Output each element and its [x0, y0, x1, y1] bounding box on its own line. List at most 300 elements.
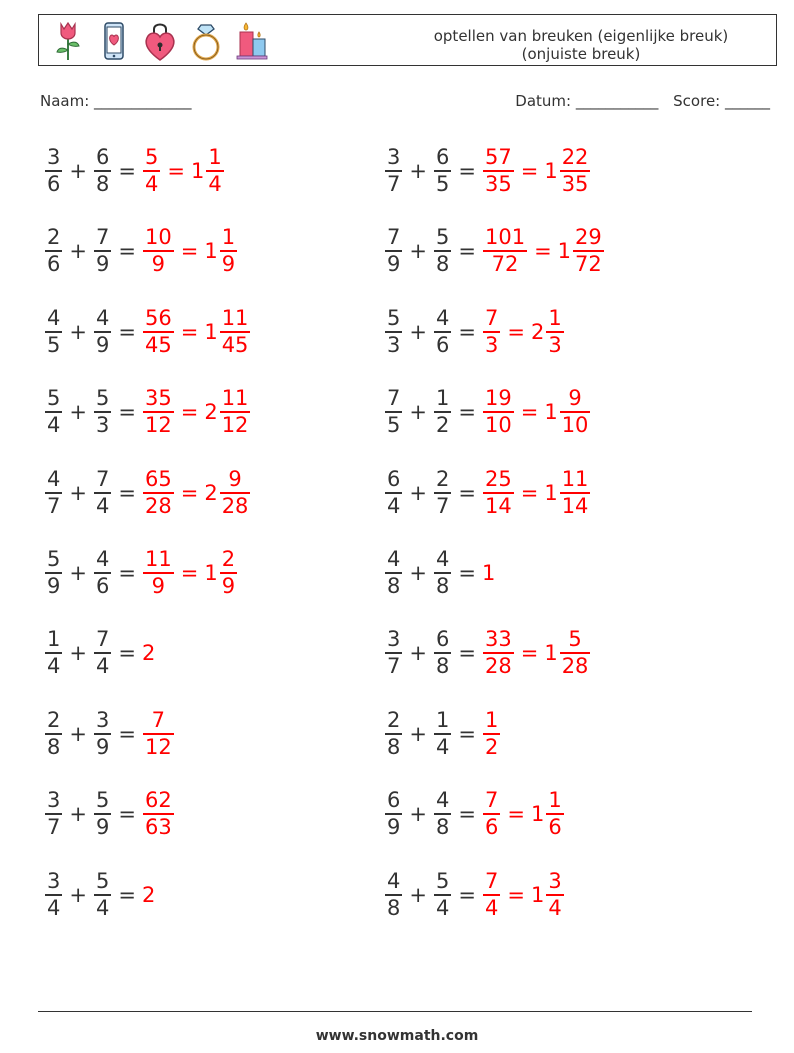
- denominator: 6: [47, 252, 61, 277]
- fraction: [483, 146, 514, 196]
- problem-item: [384, 543, 495, 603]
- fraction: [483, 387, 514, 437]
- numerator: 11: [144, 547, 172, 571]
- answer: [482, 468, 591, 518]
- fraction: [483, 468, 514, 518]
- denominator: 8: [95, 172, 110, 196]
- numerator: 5: [568, 627, 582, 652]
- answer-whole: 2: [141, 641, 156, 666]
- footer-divider: [38, 1011, 752, 1012]
- numerator: 56: [144, 305, 172, 330]
- problem-item: [44, 141, 225, 201]
- fraction: [483, 789, 500, 839]
- addend-fraction: [434, 789, 451, 839]
- denominator: 63: [144, 815, 172, 840]
- denominator: 8: [387, 895, 401, 920]
- numerator: 5: [47, 547, 61, 571]
- fraction: [143, 709, 174, 759]
- equals-sign: =: [118, 159, 136, 183]
- denominator: 5: [435, 172, 450, 196]
- denominator: 7: [387, 172, 401, 196]
- numerator: 1: [548, 788, 562, 813]
- numerator: 62: [144, 788, 172, 813]
- plus-sign: +: [69, 319, 87, 344]
- fraction: [546, 870, 563, 920]
- numerator: 57: [484, 145, 512, 169]
- numerator: 5: [95, 788, 110, 813]
- addend-fraction: [45, 709, 62, 759]
- numerator: 2: [47, 225, 61, 250]
- addend-fraction: [94, 146, 111, 196]
- fraction: [220, 387, 251, 437]
- numerator: 2: [387, 707, 401, 732]
- addend-fraction: [434, 226, 451, 276]
- denominator: 7: [435, 493, 450, 518]
- equals-sign: =: [118, 400, 136, 425]
- equals-sign: =: [458, 159, 476, 183]
- numerator: 1: [548, 305, 562, 330]
- denominator: 35: [561, 172, 589, 196]
- addend-fraction: [385, 226, 402, 276]
- phone-heart-icon: [95, 20, 133, 62]
- addend-fraction: [385, 468, 402, 518]
- denominator: 28: [144, 493, 172, 518]
- numerator: 9: [568, 386, 582, 411]
- addend-fraction: [385, 709, 402, 759]
- addend-fraction: [434, 387, 451, 437]
- denominator: 9: [387, 252, 401, 277]
- plus-sign: +: [69, 802, 87, 827]
- name-field: Naam: _____________: [40, 92, 192, 110]
- denominator: 8: [387, 734, 401, 759]
- mixed-whole: 1: [544, 159, 558, 183]
- footer-url: www.snowmath.com: [315, 1028, 479, 1044]
- equals-sign: =: [458, 480, 476, 505]
- equals-sign: =: [458, 802, 476, 827]
- addend-fraction: [45, 146, 62, 196]
- denominator: 9: [387, 815, 401, 840]
- numerator: 5: [47, 386, 61, 411]
- problem-item: [44, 221, 238, 281]
- problem-item: [384, 463, 591, 523]
- denominator: 45: [144, 332, 172, 357]
- answer: [142, 641, 155, 665]
- addend-fraction: [45, 387, 62, 437]
- denominator: 35: [484, 172, 512, 196]
- numerator: 1: [435, 386, 450, 411]
- denominator: 8: [435, 654, 450, 679]
- addend-fraction: [94, 789, 111, 839]
- denominator: 9: [95, 734, 110, 759]
- problem-item: [384, 865, 565, 925]
- fraction: [143, 226, 174, 276]
- equals-sign: =: [118, 480, 136, 505]
- numerator: 4: [95, 547, 110, 571]
- addend-fraction: [94, 628, 111, 678]
- answer: [142, 709, 175, 759]
- answer: [482, 709, 501, 759]
- denominator: 6: [435, 332, 450, 357]
- numerator: 6: [387, 788, 401, 813]
- fraction: [220, 468, 251, 518]
- numerator: 5: [95, 386, 110, 411]
- answer: [142, 146, 225, 196]
- denominator: 4: [548, 895, 562, 920]
- numerator: 7: [95, 627, 110, 652]
- denominator: 12: [221, 413, 249, 438]
- numerator: 3: [95, 707, 110, 732]
- denominator: 3: [95, 413, 110, 438]
- plus-sign: +: [409, 400, 427, 425]
- addend-fraction: [94, 387, 111, 437]
- equals-sign: =: [520, 641, 539, 666]
- equals-sign: =: [180, 400, 199, 425]
- answer: [142, 226, 238, 276]
- addend-fraction: [45, 307, 62, 357]
- equals-sign: =: [534, 239, 552, 264]
- numerator: 29: [575, 225, 602, 250]
- denominator: 4: [47, 413, 61, 438]
- mixed-whole: 1: [204, 561, 218, 585]
- numerator: 5: [387, 305, 401, 330]
- equals-sign: =: [458, 641, 476, 666]
- numerator: 1: [221, 225, 236, 250]
- denominator: 5: [47, 332, 61, 357]
- plus-sign: +: [409, 882, 427, 907]
- answer: [482, 307, 565, 357]
- mixed-whole: 1: [204, 319, 218, 344]
- answer: [482, 789, 565, 839]
- plus-sign: +: [409, 319, 427, 344]
- addend-fraction: [385, 548, 402, 598]
- numerator: 4: [387, 868, 401, 893]
- denominator: 4: [387, 493, 401, 518]
- plus-sign: +: [69, 239, 87, 264]
- numerator: 5: [435, 868, 450, 893]
- mixed-whole: 2: [204, 400, 218, 425]
- plus-sign: +: [69, 400, 87, 425]
- equals-sign: =: [118, 641, 136, 666]
- numerator: 6: [95, 145, 110, 169]
- equals-sign: =: [118, 802, 136, 827]
- denominator: 4: [144, 172, 159, 196]
- numerator: 5: [435, 225, 450, 250]
- addend-fraction: [45, 548, 62, 598]
- fraction: [143, 387, 174, 437]
- problem-item: [44, 704, 175, 764]
- denominator: 9: [221, 574, 236, 598]
- addend-fraction: [94, 226, 111, 276]
- title-line-1: optellen van breuken (eigenlijke breuk): [433, 27, 729, 45]
- addend-fraction: [385, 387, 402, 437]
- mixed-whole: 1: [190, 159, 205, 183]
- numerator: 7: [387, 225, 401, 250]
- equals-sign: =: [520, 480, 539, 505]
- date-field: Datum: ___________: [515, 92, 659, 110]
- fraction: [560, 387, 591, 437]
- denominator: 9: [47, 574, 61, 598]
- numerator: 19: [484, 386, 512, 411]
- numerator: 65: [144, 466, 172, 491]
- equals-sign: =: [458, 319, 476, 344]
- fraction: [483, 307, 500, 357]
- numerator: 1: [47, 627, 61, 652]
- addend-fraction: [94, 870, 111, 920]
- addend-fraction: [385, 628, 402, 678]
- problem-item: [44, 463, 251, 523]
- denominator: 12: [144, 413, 172, 438]
- denominator: 4: [95, 654, 110, 679]
- numerator: 1: [208, 145, 222, 169]
- problem-item: [44, 543, 238, 603]
- fraction: [560, 468, 591, 518]
- addend-fraction: [45, 870, 62, 920]
- answer: [142, 468, 251, 518]
- denominator: 6: [95, 574, 110, 598]
- denominator: 8: [387, 574, 401, 598]
- numerator: 2: [47, 707, 61, 732]
- answer: [142, 548, 238, 598]
- fraction: [143, 548, 174, 598]
- denominator: 4: [208, 172, 222, 196]
- numerator: 1: [484, 707, 499, 732]
- equals-sign: =: [180, 319, 199, 344]
- mixed-whole: 1: [530, 882, 545, 907]
- numerator: 7: [95, 225, 110, 250]
- numerator: 3: [387, 627, 401, 652]
- numerator: 2: [435, 466, 450, 491]
- plus-sign: +: [69, 882, 87, 907]
- fraction: [143, 146, 160, 196]
- answer: [142, 883, 155, 907]
- denominator: 3: [484, 332, 499, 357]
- mixed-whole: 2: [204, 480, 218, 505]
- fraction: [573, 226, 604, 276]
- denominator: 10: [561, 413, 589, 438]
- numerator: 11: [221, 386, 249, 411]
- date-score-fields: [515, 92, 770, 110]
- numerator: 3: [548, 868, 562, 893]
- numerator: 6: [435, 627, 450, 652]
- numerator: 33: [484, 627, 512, 652]
- equals-sign: =: [458, 561, 476, 585]
- mixed-whole: 1: [544, 480, 558, 505]
- denominator: 4: [95, 493, 110, 518]
- plus-sign: +: [409, 239, 427, 264]
- denominator: 5: [387, 413, 401, 438]
- addend-fraction: [385, 146, 402, 196]
- worksheet-header: [38, 14, 777, 66]
- denominator: 10: [484, 413, 512, 438]
- denominator: 4: [435, 895, 450, 920]
- numerator: 7: [151, 707, 166, 732]
- fraction: [546, 307, 563, 357]
- problem-item: [384, 382, 591, 442]
- equals-sign: =: [458, 400, 476, 425]
- numerator: 3: [387, 145, 401, 169]
- equals-sign: =: [118, 319, 136, 344]
- answer: [482, 870, 565, 920]
- equals-sign: =: [520, 159, 539, 183]
- equals-sign: =: [458, 882, 476, 907]
- fraction: [220, 307, 251, 357]
- denominator: 6: [548, 815, 562, 840]
- answer: [482, 387, 591, 437]
- denominator: 2: [484, 734, 499, 759]
- equals-sign: =: [458, 239, 476, 264]
- problem-item: [44, 302, 251, 362]
- plus-sign: +: [409, 802, 427, 827]
- fraction: [220, 548, 237, 598]
- numerator: 35: [144, 386, 172, 411]
- equals-sign: =: [180, 480, 199, 505]
- denominator: 28: [221, 493, 249, 518]
- answer: [482, 146, 591, 196]
- denominator: 8: [47, 734, 61, 759]
- denominator: 9: [143, 250, 174, 276]
- denominator: 14: [561, 493, 589, 518]
- worksheet-title: [416, 27, 746, 63]
- numerator: 3: [47, 145, 61, 169]
- fraction: [483, 628, 514, 678]
- fraction: [143, 468, 174, 518]
- equals-sign: =: [520, 400, 539, 425]
- answer: [482, 561, 495, 585]
- candles-icon: [233, 20, 271, 62]
- fraction: [143, 307, 174, 357]
- plus-sign: +: [409, 641, 427, 666]
- icon-strip: [49, 19, 271, 63]
- denominator: 4: [95, 895, 110, 920]
- denominator: 12: [144, 734, 172, 759]
- fraction: [483, 870, 500, 920]
- addend-fraction: [434, 548, 451, 598]
- answer-whole: 1: [481, 561, 496, 585]
- fraction: [483, 709, 500, 759]
- equals-sign: =: [180, 561, 199, 585]
- plus-sign: +: [409, 480, 427, 505]
- numerator: 11: [221, 305, 249, 330]
- denominator: 72: [483, 250, 527, 276]
- problem-item: [384, 302, 565, 362]
- numerator: 7: [95, 466, 110, 491]
- score-field: Score: ______: [673, 92, 770, 110]
- numerator: 4: [435, 788, 450, 813]
- addend-fraction: [434, 628, 451, 678]
- mixed-whole: 1: [544, 400, 558, 425]
- fraction: [206, 146, 223, 196]
- denominator: 9: [95, 332, 110, 357]
- numerator: 4: [47, 305, 61, 330]
- answer: [142, 789, 175, 839]
- numerator: 22: [561, 145, 589, 169]
- numerator: 3: [47, 868, 61, 893]
- rose-icon: [49, 20, 87, 62]
- denominator: 4: [47, 895, 61, 920]
- plus-sign: +: [409, 561, 427, 585]
- addend-fraction: [94, 548, 111, 598]
- equals-sign: =: [180, 239, 199, 264]
- addend-fraction: [434, 146, 451, 196]
- plus-sign: +: [409, 159, 427, 183]
- problem-item: [44, 865, 155, 925]
- denominator: 9: [95, 815, 110, 840]
- addend-fraction: [45, 468, 62, 518]
- addend-fraction: [434, 468, 451, 518]
- plus-sign: +: [69, 159, 87, 183]
- addend-fraction: [434, 709, 451, 759]
- numerator: 4: [47, 466, 61, 491]
- problem-item: [384, 221, 605, 281]
- problem-item: [384, 141, 591, 201]
- mixed-whole: 2: [530, 319, 545, 344]
- answer: [142, 307, 251, 357]
- fraction: [560, 146, 591, 196]
- numerator: 7: [484, 305, 499, 330]
- addend-fraction: [434, 870, 451, 920]
- denominator: 7: [47, 815, 61, 840]
- numerator: 1: [435, 707, 450, 732]
- answer: [482, 628, 591, 678]
- numerator: 3: [47, 788, 61, 813]
- fraction: [143, 789, 174, 839]
- equals-sign: =: [507, 802, 525, 827]
- addend-fraction: [45, 628, 62, 678]
- denominator: 6: [47, 172, 61, 196]
- numerator: 7: [484, 868, 499, 893]
- answer: [142, 387, 251, 437]
- equals-sign: =: [167, 159, 185, 183]
- plus-sign: +: [409, 721, 427, 746]
- numerator: 10: [144, 225, 172, 250]
- problem-item: [44, 382, 251, 442]
- denominator: 6: [484, 815, 499, 840]
- denominator: 2: [435, 413, 450, 438]
- denominator: 3: [548, 332, 562, 357]
- denominator: 8: [435, 252, 450, 277]
- numerator: 7: [484, 788, 499, 813]
- problem-item: [384, 704, 501, 764]
- addend-fraction: [94, 468, 111, 518]
- numerator: 4: [435, 547, 450, 571]
- equals-sign: =: [118, 721, 136, 746]
- denominator: 3: [387, 332, 401, 357]
- addend-fraction: [94, 709, 111, 759]
- answer: [482, 226, 605, 276]
- denominator: 8: [435, 574, 450, 598]
- numerator: 6: [435, 145, 450, 169]
- ring-icon: [187, 20, 225, 62]
- mixed-whole: 1: [557, 239, 572, 264]
- numerator: 101: [484, 225, 526, 250]
- problem-item: [44, 623, 155, 683]
- numerator: 5: [144, 145, 159, 169]
- plus-sign: +: [69, 641, 87, 666]
- denominator: 14: [484, 493, 512, 518]
- equals-sign: =: [507, 319, 525, 344]
- problem-item: [384, 784, 565, 844]
- denominator: 7: [387, 654, 401, 679]
- numerator: 25: [484, 466, 512, 491]
- denominator: 9: [143, 572, 174, 598]
- equals-sign: =: [118, 239, 136, 264]
- denominator: 9: [95, 252, 110, 277]
- numerator: 5: [95, 868, 110, 893]
- problem-item: [384, 623, 591, 683]
- answer-whole: 2: [141, 882, 156, 907]
- mixed-whole: 1: [544, 641, 558, 666]
- denominator: 4: [435, 734, 450, 759]
